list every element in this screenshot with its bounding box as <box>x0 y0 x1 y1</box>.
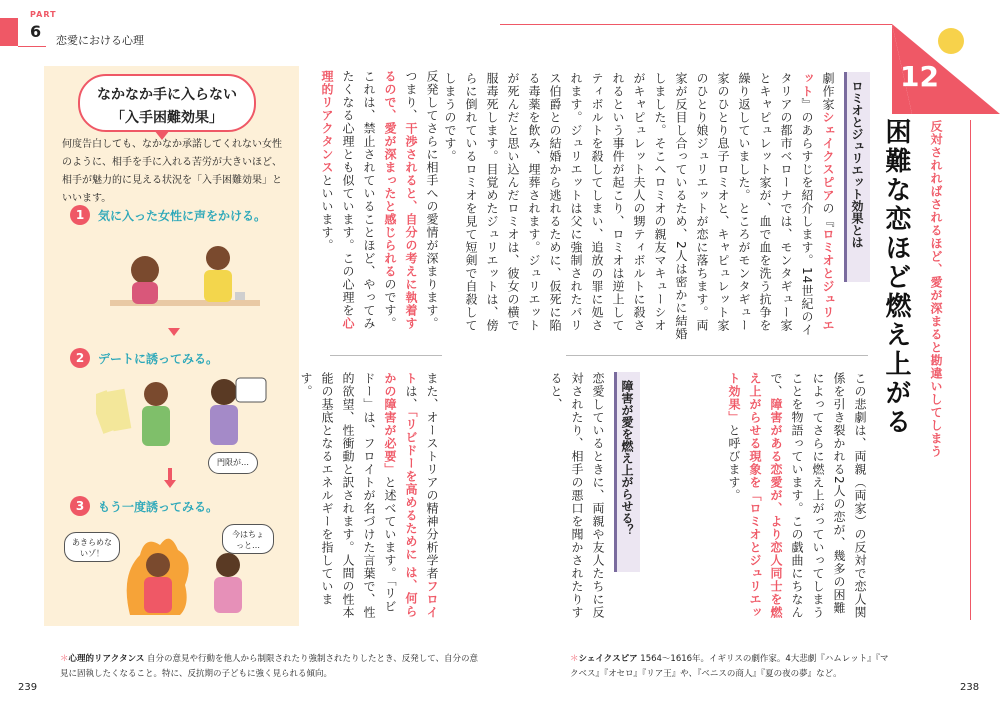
part-tab-marker <box>0 18 18 46</box>
section-header-romeo-effect: ロミオとジュリエット効果とは <box>844 72 870 282</box>
section-header-obstacle: 障害が愛を燃え上がらせる？ <box>614 372 640 572</box>
middle-text-b: これは、禁止されていることほど、やってみたくなる心理とも似ています。この心理を <box>341 70 376 330</box>
panel-speech-title <box>78 74 256 132</box>
step-arrow-2 <box>164 480 176 488</box>
title-rule <box>970 120 971 620</box>
step-1-number: 1 <box>70 205 90 225</box>
man-body-2 <box>142 406 170 446</box>
header-divider <box>18 46 46 47</box>
woman-head-3 <box>216 553 240 577</box>
middle-text-c3: と述べています。「リビドー」は、フロイトが名づけた言葉で、性的欲望、性衝動と訳されます。人間の性本能の基底となるエネルギーを指しています。 <box>299 372 397 619</box>
header-rule-right <box>500 24 892 25</box>
middle-text-c2: は、 <box>404 385 418 411</box>
subtitle: 反対されればされるほど、愛が深まると勘違いしてしまう <box>929 120 943 458</box>
middle-highlight-c2: 「リビドーを高めるために は、何らかの障害が必要」 <box>383 372 418 619</box>
woman-body-2 <box>210 405 238 445</box>
step-2 <box>70 348 218 368</box>
romeo-section-text-continued <box>650 372 870 622</box>
step-arrow-1 <box>168 328 180 336</box>
middle-highlight-b: 心理的リアクタンス <box>320 70 355 330</box>
right-separator <box>566 355 868 356</box>
man-head-2 <box>144 382 168 406</box>
man-head <box>206 246 230 270</box>
footnote-right-text: 1564～1616年。イギリスの劇作家。4大悲劇『ハムレット』『マクベス』『オセロ』『リア王』や、『ベニスの商人』『夏の夜の夢』など。 <box>570 654 889 679</box>
page-number-right: 238 <box>960 682 980 693</box>
bubble-curfew: 門限が… <box>208 452 258 474</box>
cafe-table <box>110 300 260 306</box>
step-3-number: 3 <box>70 496 90 516</box>
romeo-text-5: と呼びます。 <box>727 424 741 502</box>
middle-text-a2: のです。 <box>383 278 397 330</box>
chapter-title: 恋愛における心理 <box>56 34 144 47</box>
footnote-right-term: シェイクスピア <box>578 654 638 664</box>
bubble-not-now: 今はちょっと… <box>222 524 274 554</box>
romeo-text-2: の『 <box>821 202 835 228</box>
coffee-cup <box>235 292 245 300</box>
part-number: 6 <box>30 22 42 41</box>
panel-intro-text: 何度告白しても、なかなか承諾してくれない女性のように、相手を手に入れる苦労が大きいほど、相手が魅力的に見える状況を「入手困難効果」といいます。 <box>62 139 282 204</box>
middle-highlight-a: 干渉されると、自分の考えに執着するので、愛が深まったと感じられる <box>383 70 418 330</box>
woman-body <box>132 282 158 304</box>
speech-line-2: 「入手困難効果」 <box>111 110 223 126</box>
step-3-text: もう一度誘ってみる。 <box>98 499 219 514</box>
main-title: 困難な恋ほど燃え上がる <box>881 118 911 437</box>
part-label: PART <box>30 10 57 19</box>
cafe-scene-illustration <box>100 230 270 335</box>
middle-lower-text <box>299 372 442 622</box>
footnote-star-icon: ＊ <box>60 654 69 664</box>
chapter-number: 12 <box>900 60 939 93</box>
couple-icon <box>938 28 964 54</box>
woman-body-3 <box>214 577 242 613</box>
house-thought-bubble <box>236 378 266 402</box>
middle-upper-text <box>318 70 442 340</box>
step-3 <box>70 496 218 516</box>
man-body <box>204 270 232 302</box>
woman-head-2 <box>211 379 237 405</box>
speech-line-1: なかなか手に入らない <box>97 87 237 103</box>
footnote-left-text: 自分の意見や行動を他人から制限されたり強制されたりしたとき、反発して、自分の意見に固執したくなること。特に、反抗期の子どもに強く見られる傾向。 <box>60 654 479 679</box>
step-1-text: 気に入った女性に声をかける。 <box>98 208 267 223</box>
romeo-highlight-title: ロミオとジュリエット <box>800 72 835 332</box>
romeo-text-4: この悲劇は、両親（両家）の反対で恋人関係を引き裂かれる2人の恋が、幾多の困難によってさらに燃え上がっていってしまうことを物語っています。この戯曲にちなんで、 <box>769 372 867 619</box>
middle-text-a: 反発してさらに相手への愛情が深まります。つまり、 <box>404 70 439 330</box>
woman-head <box>131 256 159 284</box>
bubble-never-give-up: あきらめないゾ！ <box>64 532 120 562</box>
romeo-text-3: 』のあらすじを紹介します。14世紀のイタリアの都市ベローナでは、モンタギュー家とキャピュレット家が、血で血を洗う抗争を繰り返していました。ところがモンタギュー家のひとり息子ロミオと、キャピュレット家のひとり娘ジュリエットが恋に落ちます。両家が反目し合っているため、2人は密かに結婚しました。そこへロミオの親友マキューシオがキャピュレット夫人の甥ティボルトに殺されるという事件が起こり、ロミオは逆上してティボルトを殺してしまい、追放の罪に処されます。ジュリエットは父に強制されたパリス伯爵との結婚から逃れるために、仮死に陥る毒薬を飲み、埋葬されます。ジュリエットが死んだと思い込んだロミオは、彼女の横で服毒死します。目覚めたジュリエットは、傍らに倒れているロミオを見て短剣で自殺してしまうのです。 <box>443 72 814 341</box>
romeo-text-1: 劇作家 <box>821 72 835 111</box>
romeo-highlight-shakespeare: シェイクスピア <box>821 111 835 202</box>
footnote-shakespeare <box>570 652 890 682</box>
middle-text-b2: といいます。 <box>320 174 334 252</box>
man-head-3 <box>146 553 170 577</box>
middle-separator <box>330 355 442 356</box>
step-2-text: デートに誘ってみる。 <box>98 351 219 366</box>
footnote-reactance <box>60 652 480 682</box>
footnote-left-term: 心理的リアクタンス <box>68 654 145 664</box>
man-body-3 <box>144 577 172 613</box>
footnote-star-icon: ＊ <box>570 654 579 664</box>
page-number-left: 239 <box>18 682 38 693</box>
romeo-highlight-effect: 障害がある恋愛が、より恋人同士を燃え上がらせる現象を「ロミオとジュリエット効果」 <box>727 372 783 619</box>
step-2-number: 2 <box>70 348 90 368</box>
romeo-section-text <box>443 72 838 342</box>
obstacle-section-text: 恋愛しているときに、両親や友人たちに反対されたり、相手の悪口を聞かされたりすると、 <box>549 372 605 619</box>
middle-text-c: また、オーストリアの精神分析学者 <box>425 372 439 580</box>
middle-highlight-c: フロイト <box>404 372 439 619</box>
step-1 <box>70 205 266 225</box>
